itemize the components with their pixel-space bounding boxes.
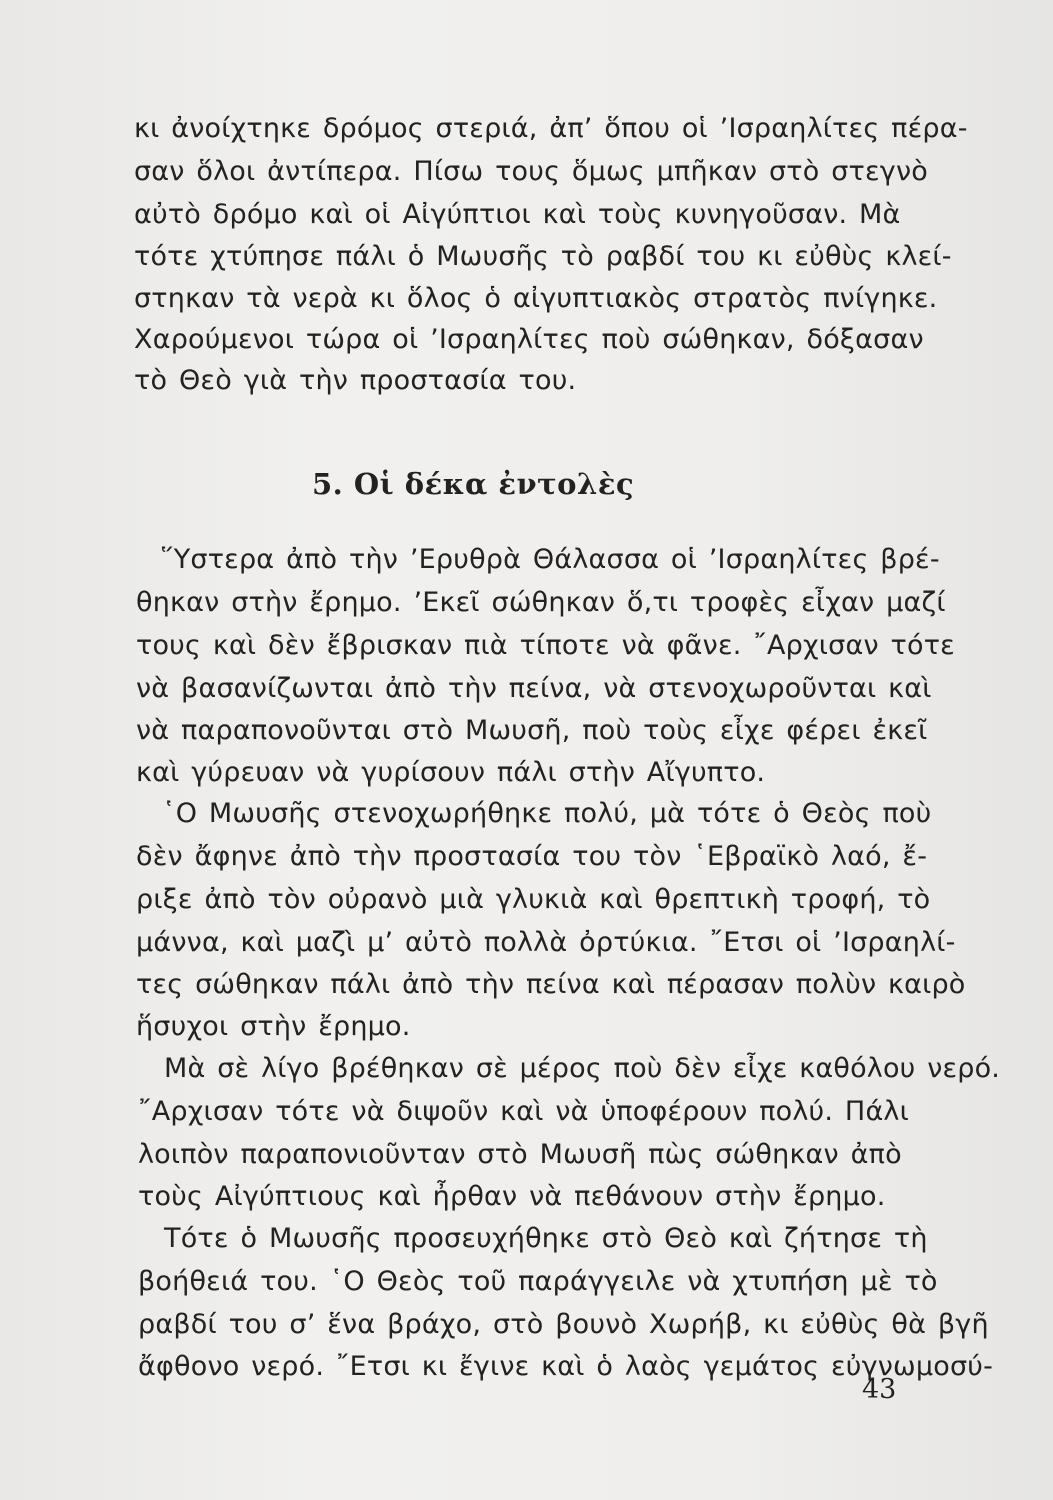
text-line: κι ἀνοίχτηκε δρόμος στεριά, ἀπ’ ὅπου οἱ ’Ισραηλίτες πέρα- [134, 113, 968, 144]
text-line: ῾Ο Μωυσῆς στενοχωρήθηκε πολύ, μὰ τότε ὁ Θεὸς ποὺ [162, 798, 932, 829]
text-line: τοὺς Αἰγύπτιους καὶ ἦρθαν νὰ πεθάνουν στὴν ἔρημο. [138, 1181, 886, 1212]
text-line: θηκαν στὴν ἔρημο. ’Εκεῖ σώθηκαν ὅ,τι τροφὲς εἶχαν μαζί [136, 587, 946, 618]
text-line: στηκαν τὰ νερὰ κι ὅλος ὁ αἰγυπτιακὸς στρατὸς πνίγηκε. [134, 283, 938, 314]
text-line: τὸ Θεὸ γιὰ τὴν προστασία του. [134, 365, 577, 396]
text-line: Μὰ σὲ λίγο βρέθηκαν σὲ μέρος ποὺ δὲν εἶχε καθόλου νερό. [164, 1053, 1001, 1084]
text-line: μάννα, καὶ μαζὶ μ’ αὐτὸ πολλὰ ὀρτύκια. ῎Ετσι οἱ ’Ισραηλί- [136, 927, 956, 958]
text-line: Τότε ὁ Μωυσῆς προσευχήθηκε στὸ Θεὸ καὶ ζήτησε τὴ [164, 1223, 928, 1254]
page-number: 43 [862, 1374, 897, 1405]
text-line: ραβδί του σ’ ἕνα βράχο, στὸ βουνὸ Χωρήβ, κι εὐθὺς θὰ βγῆ [138, 1309, 989, 1340]
text-line: δὲν ἄφηνε ἀπὸ τὴν προστασία του τὸν ῾Εβραϊκὸ λαό, ἔ- [136, 841, 928, 872]
text-line: νὰ παραπονοῦνται στὸ Μωυσῆ, ποὺ τοὺς εἶχε φέρει ἐκεῖ [136, 715, 928, 746]
text-line: ἥσυχοι στὴν ἔρημο. [136, 1011, 411, 1042]
text-line: τες σώθηκαν πάλι ἀπὸ τὴν πείνα καὶ πέρασαν πολὺν καιρὸ [136, 969, 966, 1000]
text-line: σαν ὅλοι ἀντίπερα. Πίσω τους ὅμως μπῆκαν στὸ στεγνὸ [134, 156, 928, 187]
text-line: αὐτὸ δρόμο καὶ οἱ Αἰγύπτιοι καὶ τοὺς κυνηγοῦσαν. Μὰ [134, 199, 901, 230]
text-line: ριξε ἀπὸ τὸν οὐρανὸ μιὰ γλυκιὰ καὶ θρεπτικὴ τροφή, τὸ [136, 884, 931, 915]
text-line: βοήθειά του. ῾Ο Θεὸς τοῦ παράγγειλε νὰ χτυπήση μὲ τὸ [138, 1266, 938, 1297]
text-line: λοιπὸν παραπονιοῦνταν στὸ Μωυσῆ πὼς σώθηκαν ἀπὸ [138, 1139, 902, 1170]
text-line: καὶ γύρευαν νὰ γυρίσουν πάλι στὴν Αἴγυπτο. [136, 757, 766, 788]
text-line: ῎Αρχισαν τότε νὰ διψοῦν καὶ νὰ ὑποφέρουν πολύ. Πάλι [138, 1096, 909, 1127]
text-line: ῞Υστερα ἀπὸ τὴν ’Ερυθρὰ Θάλασσα οἱ ’Ισραηλίτες βρέ- [160, 544, 940, 575]
section-heading: 5. Οἱ δέκα ἐντολὲς [312, 467, 635, 501]
text-line: νὰ βασανίζωνται ἀπὸ τὴν πείνα, νὰ στενοχωροῦνται καὶ [136, 673, 932, 704]
text-line: τους καὶ δὲν ἔβρισκαν πιὰ τίποτε νὰ φᾶνε. ῎Αρχισαν τότε [136, 630, 955, 661]
text-line: ἄφθονο νερό. ῎Ετσι κι ἔγινε καὶ ὁ λαὸς γεμάτος εὐγνωμοσύ- [138, 1351, 994, 1382]
text-line: τότε χτύπησε πάλι ὁ Μωυσῆς τὸ ραβδί του κι εὐθὺς κλεί- [134, 241, 952, 272]
text-line: Χαρούμενοι τώρα οἱ ’Ισραηλίτες ποὺ σώθηκαν, δόξασαν [134, 324, 924, 355]
